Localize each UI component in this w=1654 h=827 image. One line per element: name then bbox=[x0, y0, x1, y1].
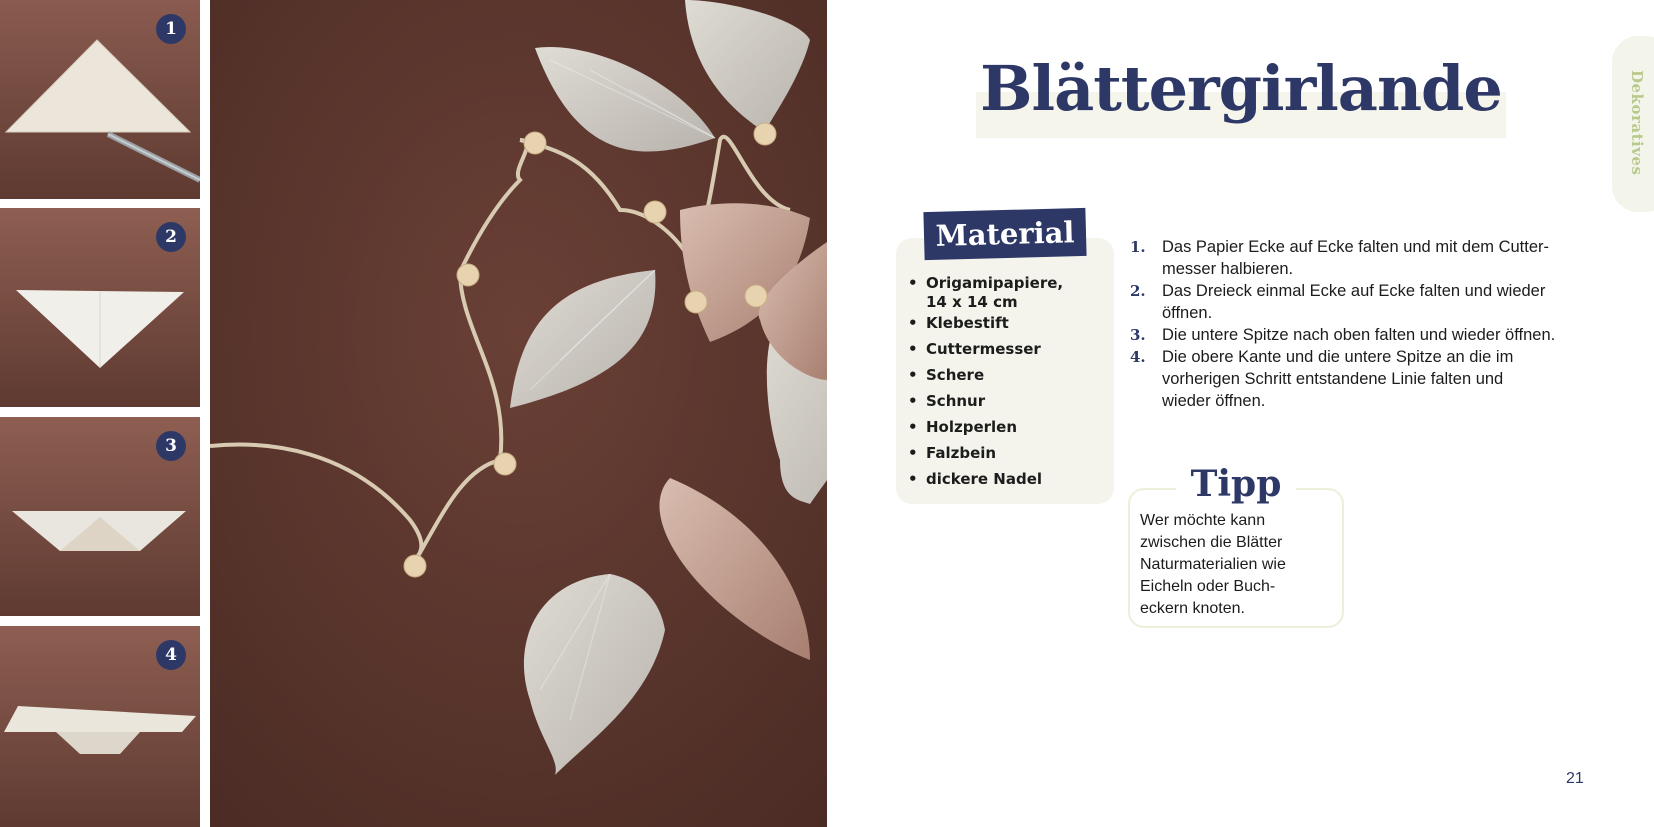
page-title: Blättergirlande bbox=[980, 52, 1502, 125]
instruction-list bbox=[1130, 236, 1590, 412]
instruction-step bbox=[1130, 324, 1590, 346]
step-number: 2. bbox=[1130, 282, 1146, 300]
material-list bbox=[908, 274, 1108, 496]
step-text: Die untere Spitze nach oben falten und wieder öffnen. bbox=[1162, 326, 1556, 344]
step-photo-3 bbox=[0, 417, 200, 616]
material-item: • Schnur bbox=[908, 392, 1108, 411]
step-photo-1 bbox=[0, 0, 200, 199]
step-badge: 1 bbox=[156, 14, 186, 44]
tip-text: Wer möchte kann zwischen die Blätter Naturmaterialien wie Eicheln oder Buch- eckern knoten. bbox=[1140, 512, 1286, 617]
step-text: Das Dreieck einmal Ecke auf Ecke falten und wieder öffnen. bbox=[1162, 282, 1546, 322]
material-item: • Schere bbox=[908, 366, 1108, 385]
step-badge: 2 bbox=[156, 222, 186, 252]
material-item: • Falzbein bbox=[908, 444, 1108, 463]
material-item: • Klebestift bbox=[908, 314, 1108, 333]
step-photo-2 bbox=[0, 208, 200, 407]
instruction-step bbox=[1130, 280, 1590, 324]
material-item: • dickere Nadel bbox=[908, 470, 1108, 489]
material-item: • Origamipapiere, 14 x 14 cm bbox=[908, 274, 1108, 312]
instruction-step bbox=[1130, 236, 1590, 280]
step-badge: 4 bbox=[156, 640, 186, 670]
step-photo-4 bbox=[0, 626, 200, 827]
material-heading: Material bbox=[923, 208, 1086, 260]
tip-heading: Tipp bbox=[1176, 462, 1296, 506]
garland-photo bbox=[210, 0, 827, 827]
step-number: 4. bbox=[1130, 348, 1146, 366]
category-tab-label: Dekoratives bbox=[1628, 70, 1646, 176]
material-item: • Cuttermesser bbox=[908, 340, 1108, 359]
step-text: Das Papier Ecke auf Ecke falten und mit dem Cutter- messer halbieren. bbox=[1162, 238, 1550, 278]
page-number: 21 bbox=[1566, 770, 1584, 787]
instruction-step bbox=[1130, 346, 1590, 412]
step-number: 3. bbox=[1130, 326, 1146, 344]
step-text: Die obere Kante und die untere Spitze an die im vorherigen Schritt entstandene Linie falten und wieder öffnen. bbox=[1162, 348, 1514, 410]
step-badge: 3 bbox=[156, 431, 186, 461]
step-number: 1. bbox=[1130, 238, 1146, 256]
material-item: • Holzperlen bbox=[908, 418, 1108, 437]
